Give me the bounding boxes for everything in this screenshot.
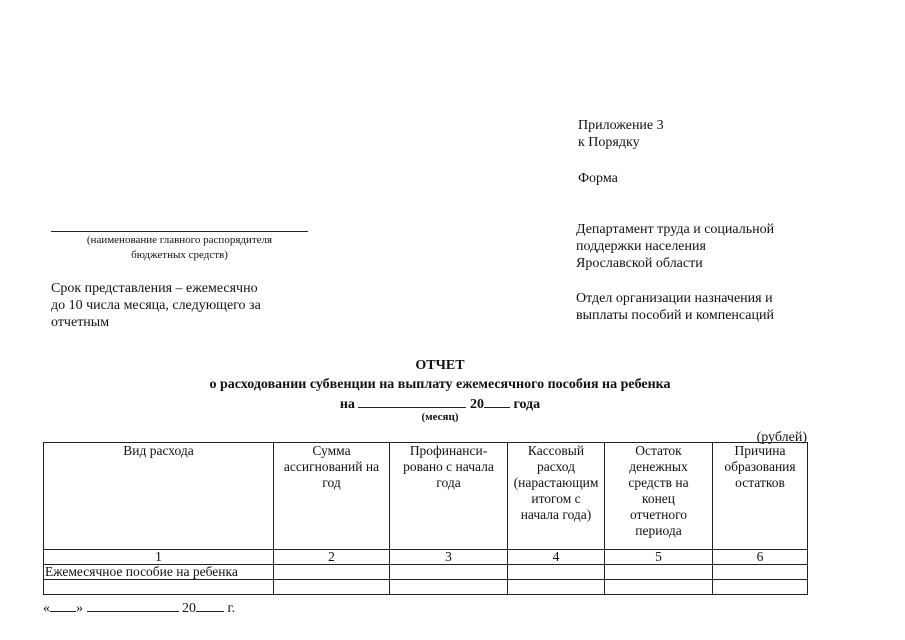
date-open-quote: « <box>43 601 50 616</box>
table-cell <box>508 565 605 580</box>
date-year-prefix: 20 <box>182 601 196 616</box>
deadline-line: отчетным <box>51 315 110 330</box>
month-blank <box>87 598 179 612</box>
department-line: поддержки населения <box>576 239 706 254</box>
column-header-financed: Профинанси- ровано с начала года <box>390 443 508 550</box>
table-cell <box>390 565 508 580</box>
column-number: 5 <box>605 550 713 565</box>
column-number: 1 <box>44 550 274 565</box>
department-line: Ярославской области <box>576 256 703 271</box>
column-number: 4 <box>508 550 605 565</box>
column-header-allocations: Сумма ассигнований на год <box>274 443 390 550</box>
report-table <box>43 442 808 595</box>
form-label: Форма <box>578 171 618 186</box>
column-header-balance: Остаток денежных средств на конец отчетного периода <box>605 443 713 550</box>
deadline-line: Срок представления – ежемесячно <box>51 281 258 296</box>
month-caption: (месяц) <box>421 411 459 423</box>
period-suffix: года <box>513 397 541 412</box>
report-title: ОТЧЕТ <box>415 358 465 373</box>
appendix-block <box>578 117 664 151</box>
organization-caption-line: (наименование главного распорядителя <box>86 234 273 246</box>
column-number: 3 <box>390 550 508 565</box>
organization-name-line <box>51 231 308 232</box>
column-header-cash-expense: Кассовый расход (нарастающим итогом с начала года) <box>508 443 605 550</box>
day-blank <box>50 598 76 612</box>
division-block <box>576 290 774 324</box>
column-header-expense-type: Вид расхода <box>44 443 274 550</box>
appendix-label: Приложение 3 <box>578 118 664 133</box>
units-label: (рублей) <box>756 430 807 445</box>
month-blank <box>358 394 466 408</box>
year-blank <box>196 598 224 612</box>
header-row <box>44 443 808 550</box>
organization-caption-line: бюджетных средств) <box>131 249 228 261</box>
period-year-prefix: 20 <box>469 397 484 412</box>
date-suffix: г. <box>227 601 236 616</box>
department-line: Департамент труда и социальной <box>576 222 775 237</box>
table-row-empty <box>44 580 808 595</box>
organization-caption <box>51 233 308 263</box>
appendix-reference: к Порядку <box>578 135 640 150</box>
table-cell <box>274 565 390 580</box>
column-number: 2 <box>274 550 390 565</box>
column-header-balance-reason: Причина образования остатков <box>713 443 808 550</box>
year-blank <box>484 394 510 408</box>
report-subtitle: о расходовании субвенции на выплату ежемесячного пособия на ребенка <box>209 377 671 392</box>
row-label: Ежемесячное пособие на ребенка <box>44 565 274 580</box>
division-line: выплаты пособий и компенсаций <box>576 308 774 323</box>
department-block <box>576 221 774 272</box>
table-cell <box>713 565 808 580</box>
date-close-quote: » <box>76 601 83 616</box>
submission-deadline <box>51 280 261 331</box>
deadline-line: до 10 числа месяца, следующего за <box>51 298 261 313</box>
table-row <box>44 565 808 580</box>
column-number: 6 <box>713 550 808 565</box>
date-line <box>43 598 235 617</box>
table-cell <box>605 565 713 580</box>
column-number-row <box>44 550 808 565</box>
division-line: Отдел организации назначения и <box>576 291 773 306</box>
period-prefix: на <box>339 397 355 412</box>
